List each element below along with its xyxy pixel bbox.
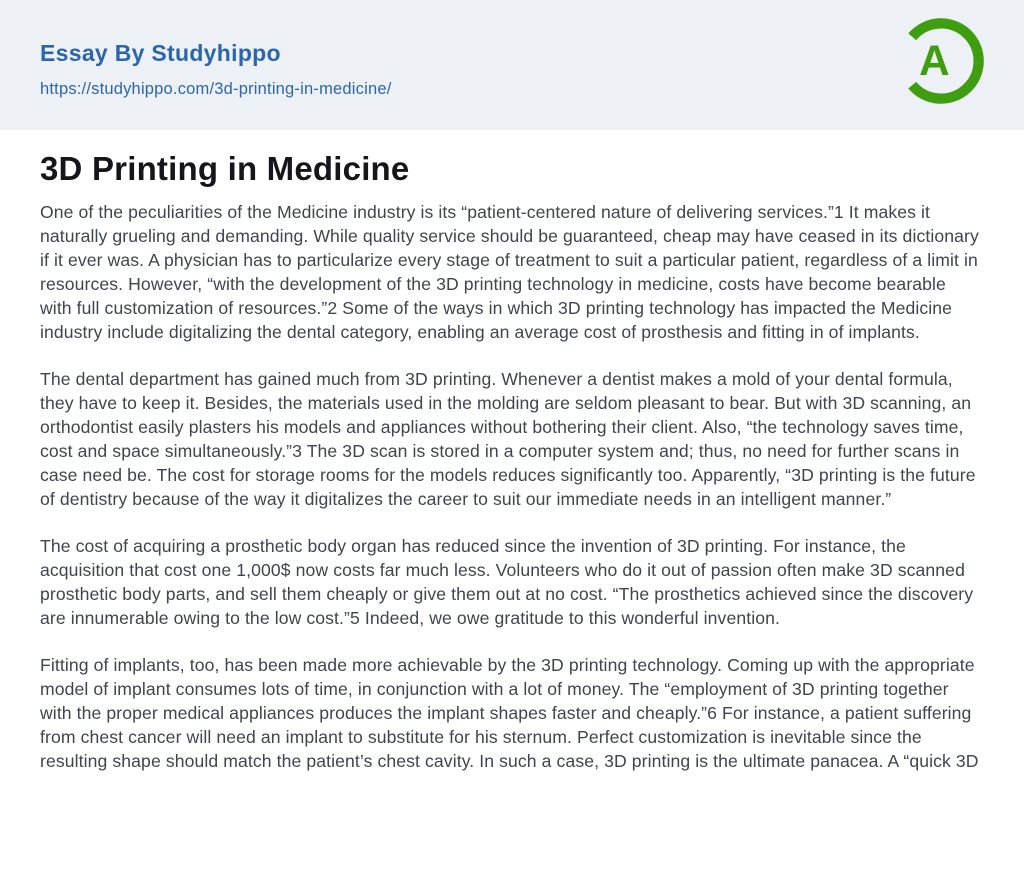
studyhippo-logo-icon [894,14,988,108]
article-title: 3D Printing in Medicine [40,150,410,187]
article-paragraph: The cost of acquiring a prosthetic body organ has reduced since the invention of 3D printing. For instance, the acquisition that cost one 1,000$ now costs far much less. Volunteers who do it out of passion often make 3D scanned prosthetic body parts, and sell them cheaply or give them out at no cost. “The prosthetics achieved since the discovery are innumerable owing to the low cost.”5 Indeed, we owe gratitude to this wonderful invention. [40,535,974,628]
article-content [0,130,1024,773]
logo-letter: A [919,37,950,85]
article-paragraph: Fitting of implants, too, has been made more achievable by the 3D printing technology. Coming up with the appropriate model of implant consumes lots of time, in conjunction with a lot of money. The “employment of 3D printing together with the proper medical appliances produces the implant shapes faster and cheaply.”6 For instance, a patient suffering from chest cancer will need an implant to substitute for his sternum. Perfect customization is inevitable since the resulting shape should match the patient’s chest cavity. In such a case, 3D printing is the ultimate panacea. A “quick 3D [40,654,979,771]
article-paragraph: One of the peculiarities of the Medicine industry is its “patient-centered nature of delivering services.”1 It makes it naturally grueling and demanding. While quality service should be guaranteed, cheap may have ceased in its dictionary if it ever was. A physician has to particularize every stage of treatment to suit a particular patient, regardless of a limit in resources. However, “with the development of the 3D printing technology in medicine, costs have become bearable with full customization of resources.”2 Some of the ways in which 3D printing technology has impacted the Medicine industry include digitalizing the dental category, enabling an average cost of prosthesis and fitting in of implants. [40,201,979,342]
site-title: Essay By Studyhippo [40,40,281,66]
page-url-link[interactable]: https://studyhippo.com/3d-printing-in-medicine/ [40,80,392,98]
page-header [0,0,1024,130]
article-paragraph: The dental department has gained much from 3D printing. Whenever a dentist makes a mold of your dental formula, they have to keep it. Besides, the materials used in the molding are seldom pleasant to bear. But with 3D scanning, an orthodontist easily plasters his models and appliances without bothering their client. Also, “the technology saves time, cost and space simultaneously.”3 The 3D scan is stored in a computer system and; thus, no need for further scans in case need be. The cost for storage rooms for the models reduces significantly too. Apparently, “3D printing is the future of dentistry because of the way it digitalizes the career to suit our immediate needs in an intelligent manner.” [40,368,976,509]
